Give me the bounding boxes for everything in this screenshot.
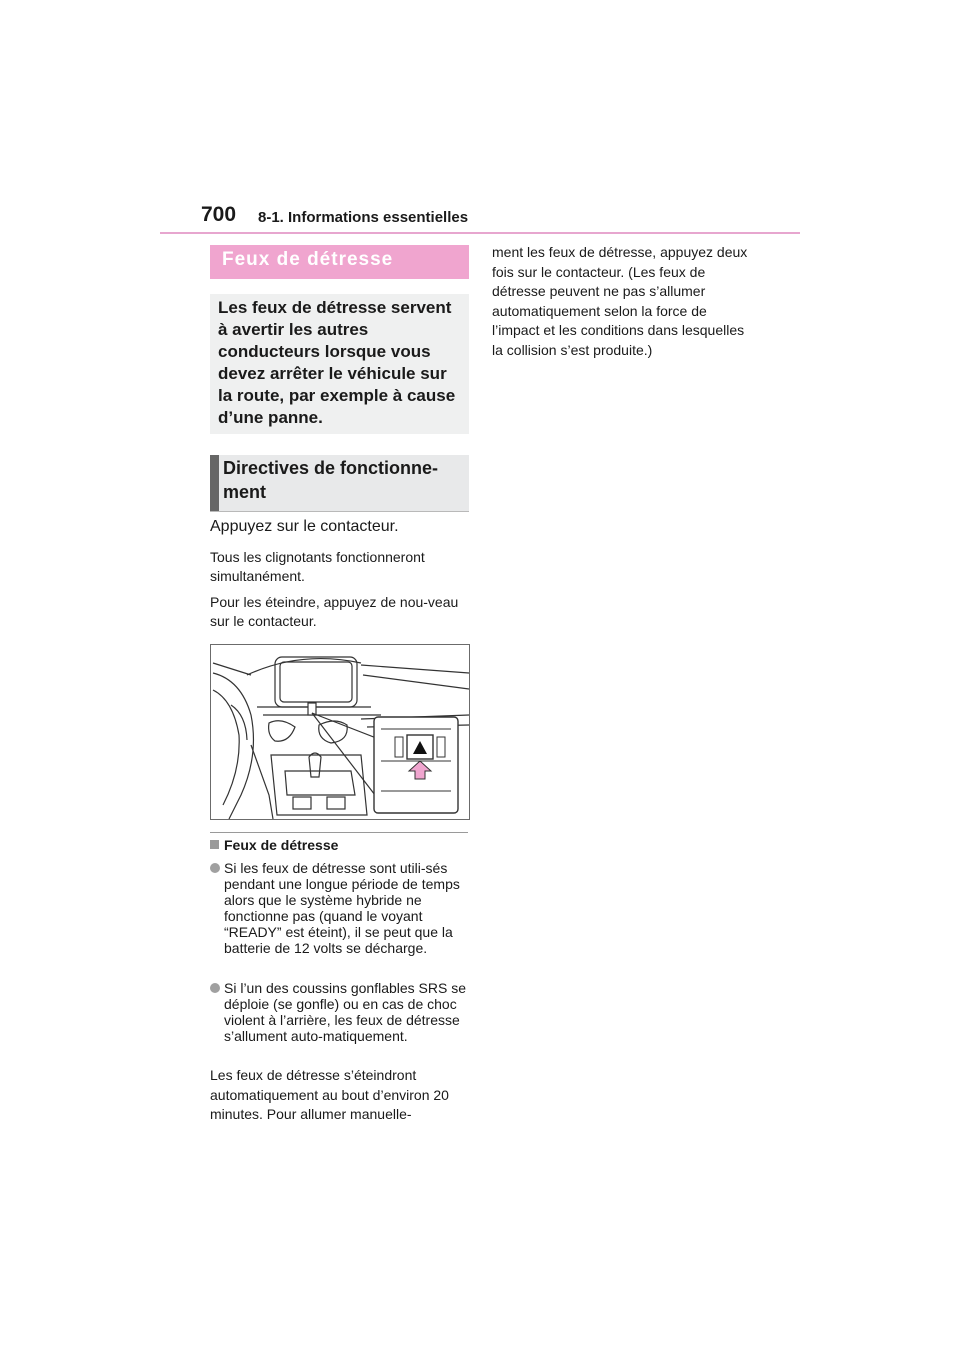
dashboard-illustration [210,644,470,820]
note-bullet-2-text: Si l’un des coussins gonflables SRS se déploie (se gonfle) ou en cas de choc violent à l’arrière, les feux de détresse s’allument auto-matiquement. [224,980,467,1044]
section-title-banner [210,245,469,279]
instruction-lead: Appuyez sur le contacteur. [210,518,399,535]
chapter-section-title: 8-1. Informations essentielles [258,209,469,226]
notes-heading [210,837,338,853]
note-bullet-2 [210,980,472,1044]
bullet-dot-icon [210,983,220,993]
instruction-para-2: Pour les éteindre, appuyez de nou-veau sur le contacteur. [210,594,459,629]
intro-box [210,294,469,434]
note-bullet-1 [210,860,472,956]
dashboard-drawing [211,645,469,819]
continuation-col-2 [492,243,757,360]
directives-heading-box [210,455,469,512]
continuation-col-1 [210,1066,472,1124]
directives-heading: Directives de fonctionne-ment [223,458,439,502]
header-divider [160,232,800,234]
notes-divider [210,832,468,833]
square-bullet-icon [210,840,219,849]
notes-heading-text: Feux de détresse [224,837,339,853]
section-title: Feux de détresse [222,249,394,270]
intro-text: Les feux de détresse servent à avertir les autres conducteurs lorsque vous devez arrêter le véhicule sur la route, par exemple à cause d’une panne. [218,298,456,427]
page-number: 700 [201,203,237,226]
continuation-text-part-1: Les feux de détresse s’éteindront automatiquement au bout d’environ 20 minutes. Pour allumer manuelle- [210,1067,449,1122]
continuation-text-part-2: ment les feux de détresse, appuyez deux fois sur le contacteur. (Les feux de détresse peuvent ne pas s’allumer automatiquement selon la force de l’impact et les conditions dans lesquelles la collision s’est produite.) [492,244,748,358]
instruction-para-1: Tous les clignotants fonctionneront simultanément. [210,549,425,584]
heading-accent-bar [210,455,219,511]
note-bullet-1-text: Si les feux de détresse sont utili-sés pendant une longue période de temps alors que le système hybride ne fonctionne pas (quand le voyant “READY” est éteint), il se peut que la batterie de 12 volts se décharge. [224,860,460,956]
bullet-dot-icon [210,863,220,873]
